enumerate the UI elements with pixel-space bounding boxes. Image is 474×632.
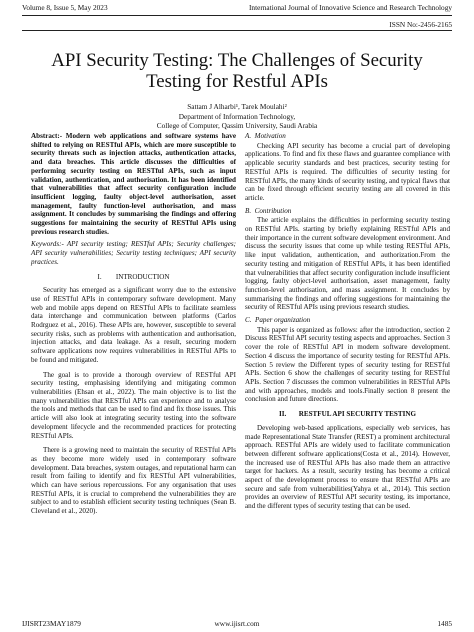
- header-rule: [22, 15, 452, 16]
- right-column: [245, 132, 450, 511]
- motivation-text: Checking API security has become a crucial part of developing applications. To find and fix these flaws and guarantee compliance with applicable security standards and best practices, security testing for RESTful APIs is required. The difficulties of security testing for RESTful APIs, the many kinds of security testing, and typical flaws that can be fixed through efficient security testing are all covered in this article.: [245, 141, 450, 202]
- contribution-heading: B. Contribution: [245, 206, 292, 215]
- motivation-heading: A. Motivation: [245, 132, 286, 140]
- introduction-heading: I. INTRODUCTION: [97, 272, 170, 281]
- article-code: IJISRT23MAY1879: [22, 619, 81, 628]
- author-department: Department of Information Technology,: [178, 111, 296, 121]
- section-2-heading: II. RESTFUL API SECURITY TESTING: [279, 410, 416, 419]
- issn: ISSN No:-2456-2165: [389, 20, 452, 29]
- page-number: 1485: [437, 619, 452, 628]
- organization-text: This paper is organized as follows: after the introduction, section 2 Discuss RESTful API security testing aspects and approaches. Section 3 cover the role of RESTful API in modern software development. Section 4 discuss the importance of security testing for RESTful APIs. Section 5 review the Different types of security testing for RESTful APIs. Section 6 show the challenges of security testing for RESTful APIs. Section 7 discusses the common vulnerabilities in RESTful APIs and with approaches, models and tools.Finally section 8 present the conclusion and future directions.: [245, 325, 450, 404]
- paper-title: API Security Testing: The Challenges of Security Testing for Restful APIs: [51, 50, 423, 92]
- running-header: [22, 3, 452, 15]
- header-rule-lower: [22, 30, 452, 31]
- journal-name: International Journal of Innovative Science and Research Technology: [249, 3, 452, 12]
- page-footer: [22, 619, 452, 631]
- section-2-text: Developing web-based applications, especially web services, has made Representational State Transfer (REST) a prominent architectural approach. RESTful APIs are widely used to facilitate communication between different software applications(Costa et al., 2014). However, the increased use of RESTful APIs has also made them an attractive target for hackers. As a result, security testing has become a critical aspect of the development process to ensure that RESTful APIs are secure and safe from vulnerabilities(Yahya et al., 2014). This section provides an overview of RESTful API security testing, its importance, and the different types of security testing that can be used.: [245, 423, 450, 511]
- intro-paragraph-1: Security has emerged as a significant worry due to the extensive use of RESTful APIs in contemporary software development. Many web and mobile apps depend on RESTful APIs to facilitate seamless data interchange and communication between platforms (Carlos Rodrguez et al., 2016). These APIs are, however, susceptible to several security risks, such as problems with authentication and authorisation, injection attacks, and data leakage. As a result, securing modern software applications now requires vulnerabilities in RESTful APIs to be found and mitigated.: [31, 286, 236, 364]
- author-names: Sattam J Alharbi¹, Tarek Moulahi²: [187, 102, 287, 111]
- volume-info: Volume 8, Issue 5, May 2023: [22, 3, 108, 12]
- intro-paragraph-3: There is a growing need to maintain the security of RESTful APIs as they become more widely used in contemporary software development. Data breaches, system outages, and reputational harm can result from failing to identify and fix RESTful API vulnerabilities, which can have serious repercussions. For any organisation that uses RESTful APIs, it is crucial to comprehend the vulnerabilities they are subject to and to establish efficient security testing techniques (Sean B. Cleveland et al., 2020).: [31, 446, 236, 516]
- abstract: Abstract:- Modern web applications and software systems have shifted to relying on RESTful APIs, which are more susceptible to security threats such as injection attacks, authentication attacks, and data breaches. This article discusses the difficulties of performing security testing on RESTful APIs, such as input validation, authentication, and authorisation. It has been identified that vulnerabilities that affect security configuration include insufficient logging, faulty object-level authorisation, asset management, faulty function-level authorisation, and mass assignment. It concludes by summarising the findings and offering suggestions for maintaining the security of RESTful APIs using previous research studies.: [31, 132, 236, 236]
- keywords: Keywords:- API security testing; RESTful APIs; Security challenges; API security vulnerabilities; Security testing techniques; API security practices.: [31, 240, 236, 266]
- journal-website: www.ijisrt.com: [214, 619, 260, 628]
- author-college: College of Computer, Qassim University, Saudi Arabia: [156, 121, 318, 130]
- author-block: [22, 102, 452, 131]
- intro-paragraph-2: The goal is to provide a thorough overview of RESTful API security testing, emphasising identifying and mitigating common vulnerabilities (Ehsan et al., 2022). The main objective is to list the many vulnerabilities that RESTful APIs can experience and to analyse the tools and methods that can be used to find and fix those issues. This article will also look at integrating security testing into the software development lifecycle and the recommended practices for protecting RESTful APIs.: [31, 370, 236, 440]
- contribution-text: The article explains the difficulties in performing security testing on RESTful APIs. starting by briefly explaining RESTful APIs and their importance in the current software development environment. And discuss the security issues that come up while testing RESTful APIs, like input validation, authentication, and authorization.From the security testing and mitigation of RESTful APIs, it has been identified that vulnerabilities that affect security configuration include insufficient logging, faulty object-level authorisation, asset management, faulty function-level authorisation, and mass assignment. It concludes by summarising the findings and offering suggestions for maintaining the security of RESTful APIs using previous research studies.: [245, 216, 450, 312]
- left-column: [31, 132, 236, 516]
- organization-heading: C. Paper organization: [245, 316, 311, 325]
